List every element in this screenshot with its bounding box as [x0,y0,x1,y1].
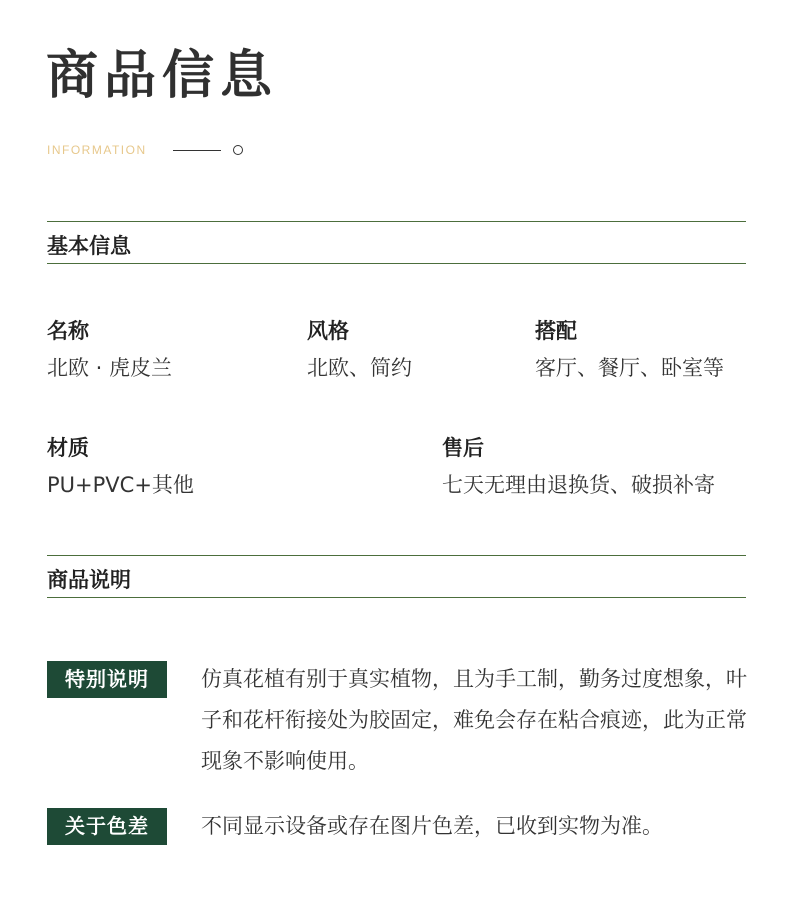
special-note-tag: 特别说明 [47,661,167,698]
special-note-text: 仿真花植有别于真实植物，且为手工制，勤务过度想象，叶子和花杆衔接处为胶固定，难免会存在粘合痕迹，此为正常现象不影响使用。 [201,667,747,773]
color-note-tag: 关于色差 [47,808,167,845]
info-style [307,321,412,379]
section-header-basic [47,221,746,264]
info-label: 售后 [442,436,484,460]
info-value: 七天无理由退换货、破损补寄 [442,473,715,497]
decorative-line [173,150,221,151]
info-label: 风格 [307,319,349,343]
info-label: 名称 [47,319,89,343]
info-aftersale [442,438,715,496]
color-note-text: 不同显示设备或存在图片色差，已收到实物为准。 [201,814,663,838]
info-label: 材质 [47,436,89,460]
info-value: 客厅、餐厅、卧室等 [535,356,724,380]
section-title: 商品说明 [47,568,131,592]
info-value: 北欧、简约 [307,356,412,380]
section-title: 基本信息 [47,234,131,258]
info-value: 北欧 · 虎皮兰 [47,356,173,380]
page-subtitle: INFORMATION [47,143,147,157]
info-material [47,438,194,496]
info-match [535,321,724,379]
section-header-description [47,555,746,598]
info-label: 搭配 [535,319,577,343]
info-name [47,321,172,379]
circle-icon [233,145,243,155]
page-title: 商品信息 [46,46,279,106]
info-value: PU+PVC+其他 [47,473,194,497]
